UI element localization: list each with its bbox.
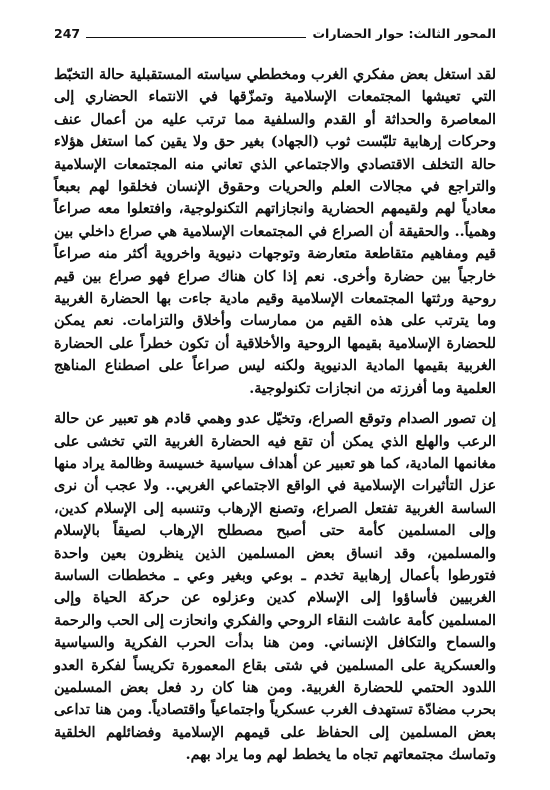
paragraph-2: إن تصور الصدام وتوقع الصراع، وتخيّل عدو وهمي قادم هو تعبير عن حالة الرعب والهلع الذي يمكن أن تقع فيه الحضارة الغربية التي تخشى على مغانمها المادية، كما هو تعبير عن أهداف سياسية خسيسة وظالمة يراد منها عزل التأثيرات الإسلامية في الواقع الاجتماعي الغربي.. ولا عجب أن نرى الساسة الغربية تفتعل الصراع، وتصنع الإرهاب وتنسبه إلى الإسلام كدين، وإلى المسلمين كأمة حتى أصبح مصطلح الإرهاب لصيقاً بالإسلام والمسلمين، وقد انساق بعض المسلمين الذين ينظرون بعين واحدة فتورطوا بأعمال إرهابية تخدم ـ بوعي وبغير وعي ـ مخططات الساسة الغربيين فأساؤوا إلى الإسلام كدين وعزلوه عن حركة الحياة وإلى المسلمين كأمة عاشت النقاء الروحي والفكري وانحازت إلى الحب والرحمة والسماح والتكافل الإنساني. ومن هنا بدأت الحرب الفكرية والسياسية والعسكرية على المسلمين في شتى بقاع المعمورة تكريساً لفكرة العدو اللدود الحتمي للحضارة الغربية. ومن هنا كان رد فعل بعض المسلمين بحرب مضادّة تستهدف الغرب عسكرياً واجتماعياً واقتصادياً. ومن هنا تداعى بعض المسلمين إلى الحفاظ على قيمهم الإسلامية وفضائلهم الخلقية وتماسك مجتمعاتهم تجاه ما يخطط لهم وما يراد بهم.	[54, 411, 496, 764]
running-title	[312, 26, 496, 42]
running-title-text: المحور الثالث: حوار الحضارات	[312, 26, 496, 41]
page-header	[54, 24, 496, 42]
page-number: 247	[54, 26, 81, 41]
header-rule	[86, 37, 306, 38]
paragraph-1: لقد استغل بعض مفكري الغرب ومخططي سياسته المستقبلية حالة التخبّط التي تعيشها المجتمعات الإسلامية وتمزّقها في الانتماء الحضاري إلى المعاصرة والحداثة أو القدم والسلفية مما ترتب عليه من أعمال عنف وحركات إرهابية تلبّست ثوب (الجهاد) بغير حق ولا يقين كما استغل هؤلاء حالة التخلف الاقتصادي والاجتماعي الذي تعاني منه المجتمعات الإسلامية والتراجع في مجالات العلم والحريات وحقوق الإنسان فخلقوا لهم بعبعاً معادياً لهم ولقيمهم الحضارية وانجازاتهم التكنولوجية، وافتعلوا معه صراعاً وهمياً.. والحقيقة أن الصراع في المجتمعات الإسلامية هي صراع داخلي بين قيم ومفاهيم متقاطعة متعارضة وتوجهات دنيوية واخروية أكثر منه صراعاً خارجياً بين حضارة وأخرى. نعم إذا كان هناك صراع فهو صراع بين قيم روحية ورثتها المجتمعات الإسلامية وقيم مادية جاءت بها الحضارة الغربية وما يترتب على هذه القيم من ممارسات وأخلاق والتزامات. نعم يمكن للحضارة الإسلامية بقيمها الروحية والأخلاقية أن تكون خطراً على الحضارة الغربية بقيمها المادية الدنيوية ولكنه ليس صراعاً على اصطناع المناهج العلمية وما أفرزته من انجازات تكنولوجية.	[54, 67, 496, 397]
body-text	[54, 58, 496, 766]
